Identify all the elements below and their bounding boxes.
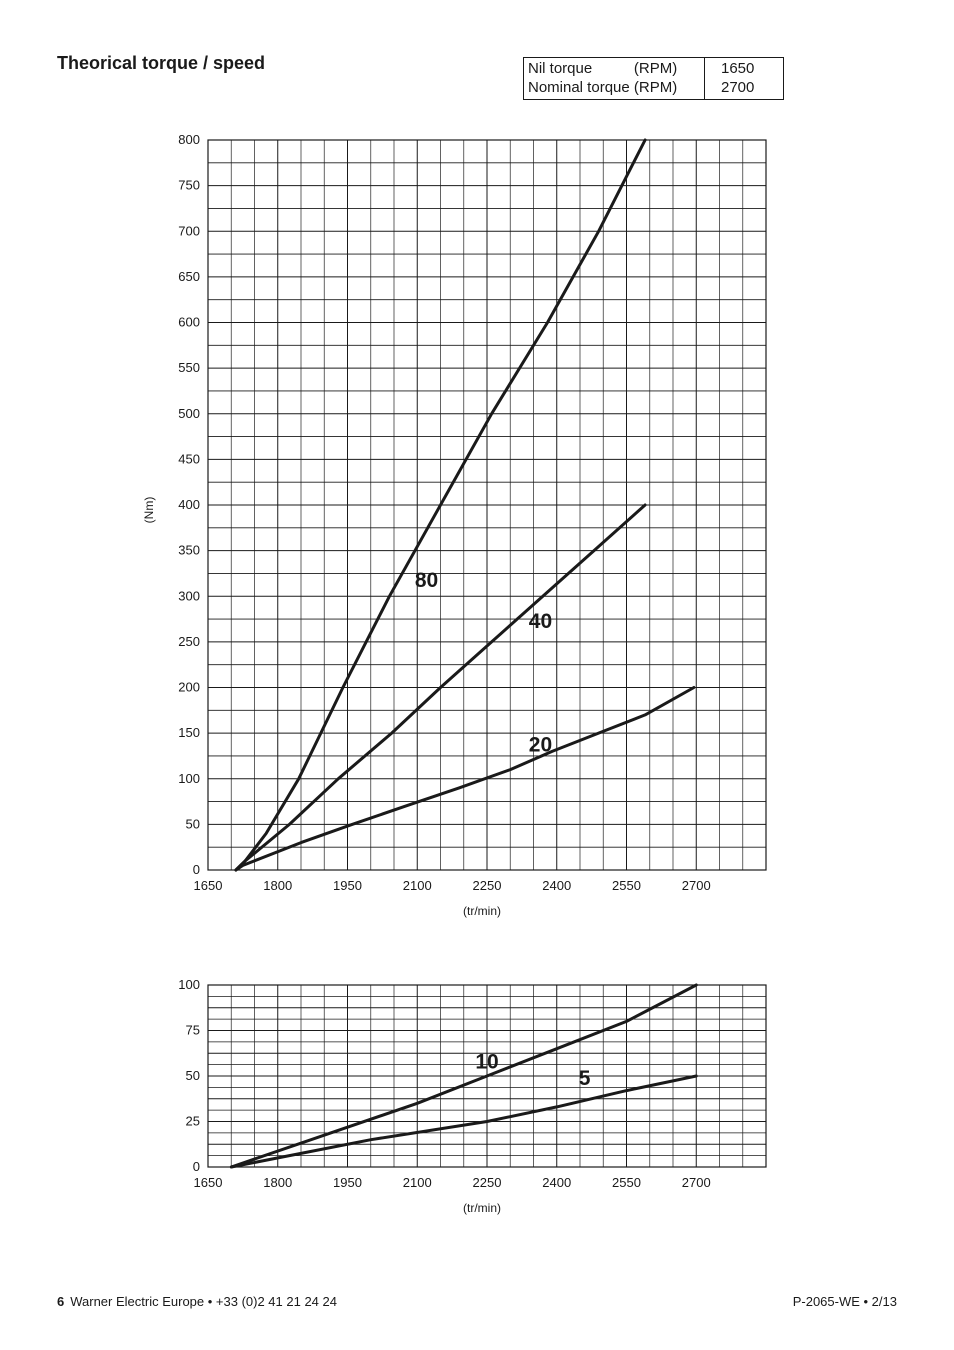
x-tick-label: 2550 [612,878,641,893]
spec-value: 1650 [705,58,784,79]
x-axis-title: (tr/min) [463,904,501,918]
page-number: 6 [57,1294,65,1309]
y-tick-label: 600 [178,314,200,330]
x-tick-label: 2400 [542,878,572,893]
y-tick-label: 300 [178,588,200,604]
y-tick-label: 500 [178,405,200,421]
y-tick-label: 350 [178,542,200,558]
x-axis-title: (tr/min) [463,1201,501,1215]
spec-label: Nil torque (RPM) [524,58,705,79]
y-tick-label: 150 [178,725,200,741]
y-tick-label: 100 [178,770,200,786]
x-tick-label: 1800 [263,1175,293,1190]
x-tick-label: 1650 [193,1175,223,1190]
series-label-10: 10 [475,1050,499,1074]
x-tick-label: 2100 [402,878,432,893]
footer-left [57,1294,337,1309]
x-tick-label: 1950 [333,878,362,893]
series-label-40: 40 [528,610,553,634]
spec-table [523,57,784,100]
y-tick-label: 650 [178,268,200,284]
x-tick-label: 2550 [612,1175,641,1190]
spec-label: Nominal torque (RPM) [524,78,705,100]
x-tick-label: 2100 [402,1175,432,1190]
y-tick-label: 750 [178,177,200,193]
series-label-20: 20 [528,733,553,757]
page-title: Theorical torque / speed [57,53,266,73]
y-tick-label: 200 [178,679,200,695]
torque-speed-chart-bottom [0,970,954,1230]
series-label-80: 80 [414,569,439,593]
y-tick-label: 50 [185,816,200,832]
x-tick-label: 2700 [681,878,711,893]
spec-row-nil-torque [524,58,784,79]
y-tick-label: 800 [178,132,200,147]
x-tick-label: 2400 [542,1175,572,1190]
x-tick-label: 2700 [681,1175,711,1190]
torque-speed-chart-top [0,120,954,930]
footer-right: P-2065-WE • 2/13 [792,1294,897,1309]
y-tick-label: 0 [192,1159,200,1174]
series-label-5: 5 [578,1067,591,1091]
y-tick-label: 450 [178,451,200,467]
x-tick-label: 1800 [263,878,293,893]
y-tick-label: 400 [178,497,200,512]
y-tick-label: 550 [178,360,200,376]
y-axis-title: (Nm) [142,496,156,524]
y-tick-label: 0 [192,862,200,877]
x-tick-label: 2250 [472,1175,502,1190]
grid [208,140,766,870]
y-tick-label: 700 [178,223,200,239]
x-tick-label: 1950 [333,1175,362,1190]
spec-row-nominal-torque [524,78,784,100]
y-tick-label: 25 [185,1113,200,1129]
y-tick-label: 100 [178,977,200,992]
spec-value: 2700 [705,78,784,100]
footer-company: Warner Electric Europe • +33 (0)2 41 21 24 24 [70,1294,337,1309]
y-tick-label: 75 [185,1022,200,1038]
x-tick-label: 1650 [193,878,223,893]
y-tick-label: 250 [178,633,200,649]
x-tick-label: 2250 [472,878,502,893]
y-tick-label: 50 [185,1068,200,1083]
